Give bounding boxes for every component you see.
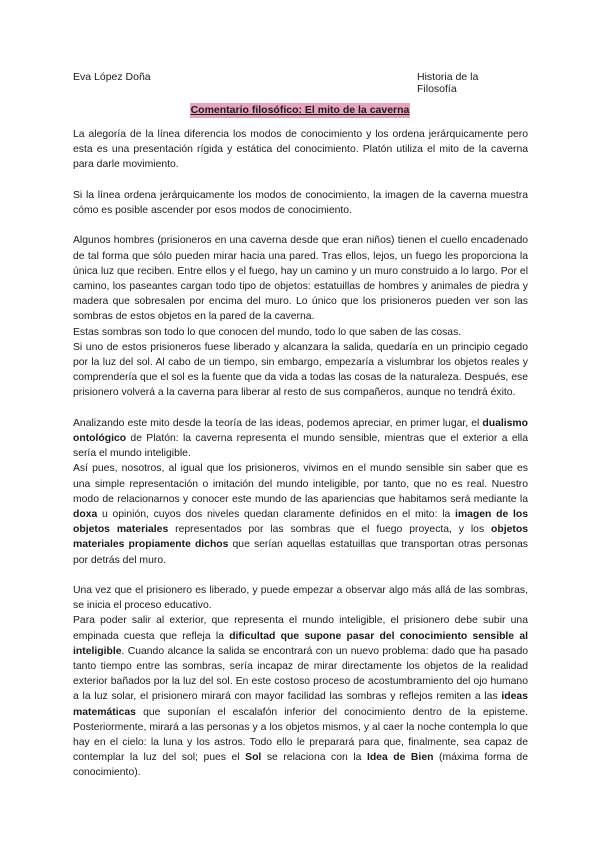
text-run: u opinión, cuyos dos niveles quedan claramente definidos en el mito: la xyxy=(97,509,456,521)
bold-term: ideas matemáticas xyxy=(73,691,528,718)
author-name: Eva López Doña xyxy=(73,71,151,83)
text-run: representados por las sombras que el fuego proyecta, y los xyxy=(168,524,492,536)
bold-term: doxa xyxy=(73,509,98,521)
text-run: Analizando este mito desde la teoría de las ideas, podemos apreciar, en primer lugar, el xyxy=(73,417,483,429)
bold-term: Idea de Bien xyxy=(366,752,434,764)
text-run: Para poder salir al exterior, que representa el mundo inteligible, el prisionero debe subir una empinada cuesta que refleja la xyxy=(73,615,528,642)
course-name: Historia de la Filosofía xyxy=(417,71,479,95)
bold-term: Sol xyxy=(245,752,262,764)
paragraph: Algunos hombres (prisioneros en una caverna desde que eran niños) tienen el cuello encadenado de tal forma que sólo pueden mirar hacia una pared. Tras ellos, lejos, un fuego les proporciona la única luz que reciben. Entre ellos y el fuego, hay un camino y un muro construido a lo largo. Por el camino, los paseantes cargan todo tipo de objetos: estatuillas de hombres y animales de piedra y madera que sobresalen por encima del muro. Lo único que los prisioneros pueden ver son las sombras de estos objetos en la pared de la caverna. xyxy=(73,235,528,323)
title-wrapper xyxy=(0,100,600,118)
paragraph: Una vez que el prisionero es liberado, y puede empezar a observar algo más allá de las sombras, se inicia el proceso educativo. xyxy=(73,585,528,612)
bold-term: dificultad que supone pasar del conocimiento sensible al inteligible xyxy=(73,630,528,657)
paragraph: La alegoría de la línea diferencia los modos de conocimiento y los ordena jerárquicamente pero esta es una presentación rígida y estática del conocimiento. Platón utiliza el mito de la caverna para darle movimiento. xyxy=(73,129,528,171)
paragraph xyxy=(73,416,528,462)
text-run: . Cuando alcance la salida se encontrará con un nuevo problema: dado que ha pasado tanto tiempo entre las sombras, sería incapaz de mirar directamente los objetos de la realidad exterior bañados por la luz del sol. En este costoso proceso de acostumbramiento del ojo humano a la luz solar, el prisionero mirará con mayor facilidad las sombras y reflejos remiten a las xyxy=(73,645,528,703)
text-run: que suponían el escalafón inferior del conocimiento dentro de la episteme. Posteriormente, mirará a las personas y a los objetos mismos, y al caer la noche contempla lo que hay en el cielo: la luna y los astros. Todo ello le preparará para que, finalmente, sea capaz de contemplar la luz del sol; pues el xyxy=(73,706,528,764)
paragraph: Estas sombras son todo lo que conocen del mundo, todo lo que saben de las cosas. xyxy=(73,326,462,338)
text-run: (máxima forma de conocimiento). xyxy=(73,752,528,779)
text-run: que serían aquellas estatuillas que transportan otras personas por detrás del muro. xyxy=(73,539,529,566)
document-body xyxy=(73,127,528,781)
document-title: Comentario filosófico: El mito de la caverna xyxy=(190,104,410,116)
paragraph: Si la línea ordena jerárquicamente los modos de conocimiento, la imagen de la caverna muestra cómo es posible ascender por esos modos de conocimiento. xyxy=(73,189,528,216)
text-run: se relaciona con la xyxy=(261,752,367,764)
page-header xyxy=(73,71,517,95)
bold-term: objetos materiales propiamente dichos xyxy=(73,524,528,551)
bold-term: imagen de los objetos materiales xyxy=(73,509,528,536)
text-run: de Platón: la caverna representa el mundo sensible, mientras que el exterior a ella sería el mundo inteligible. xyxy=(73,433,528,460)
paragraph xyxy=(73,461,528,567)
paragraph: Si uno de estos prisioneros fuese liberado y alcanzara la salida, quedaría en un principio cegado por la luz del sol. Al cabo de un tiempo, sin embargo, empezaría a vislumbrar los objetos reales y comprendería que el sol es la fuente que da vida a todas las cosas de la naturaleza. Después, ese prisionero volverá a la caverna para liberar al resto de sus compañeros, aunque no tendrá éxito. xyxy=(73,341,528,399)
bold-term: dualismo ontológico xyxy=(73,417,528,445)
text-run: Así pues, nosotros, al igual que los prisioneros, vivimos en el mundo sensible sin saber que es una simple representación o imitación del mundo inteligible, por tanto, que no es real. Nuestro modo de relacionarnos y conocer este mundo de las apariencias que habitamos será mediante la xyxy=(73,463,528,505)
paragraph xyxy=(73,613,528,780)
